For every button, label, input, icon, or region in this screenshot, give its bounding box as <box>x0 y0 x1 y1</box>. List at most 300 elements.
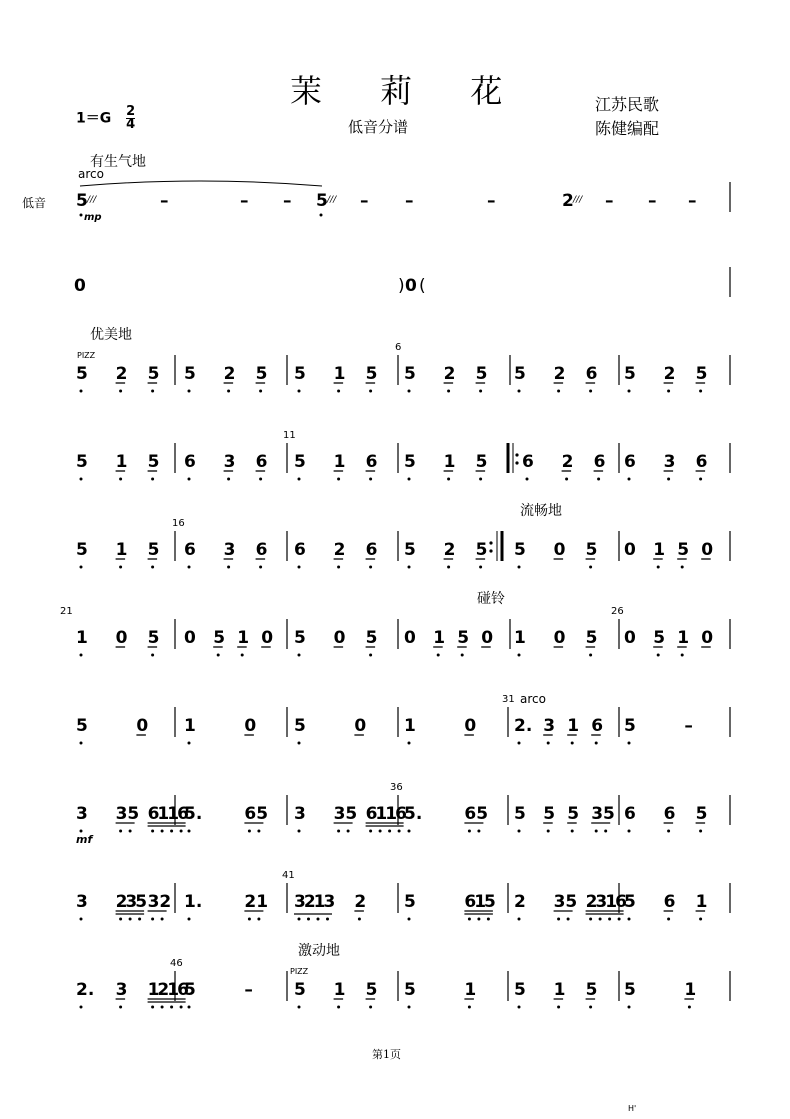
octave-dot <box>337 1006 340 1009</box>
octave-dot <box>518 918 521 921</box>
octave-dot <box>80 830 83 833</box>
octave-dot <box>119 390 122 393</box>
octave-dot <box>298 1006 301 1009</box>
note: 5 <box>404 364 416 384</box>
octave-dot <box>657 654 660 657</box>
octave-dot <box>571 830 574 833</box>
note: 5 <box>213 628 226 648</box>
octave-dot <box>320 214 323 217</box>
note: 2 <box>443 540 456 560</box>
octave-dot <box>298 742 301 745</box>
octave-dot <box>369 830 372 833</box>
octave-dot <box>518 830 521 833</box>
measure-number: 26 <box>611 606 624 617</box>
measure-number: 41 <box>282 870 295 881</box>
note: 5 <box>585 540 598 560</box>
note: 5 <box>404 452 416 472</box>
note: 6 <box>593 452 606 472</box>
octave-dot <box>151 1006 154 1009</box>
octave-dot <box>188 742 191 745</box>
octave-dot <box>595 742 598 745</box>
octave-dot <box>188 566 191 569</box>
note: ) <box>398 276 405 296</box>
octave-dot <box>447 478 450 481</box>
octave-dot <box>227 390 230 393</box>
note: 0 <box>354 716 367 736</box>
octave-dot <box>170 830 173 833</box>
octave-dot <box>188 478 191 481</box>
note: 2 <box>115 364 128 384</box>
note: 615 <box>464 892 494 912</box>
octave-dot <box>138 918 141 921</box>
note: 5 <box>147 628 160 648</box>
composer-line-2: 陈健编配 <box>595 119 660 138</box>
octave-dot <box>317 918 320 921</box>
note: 5 <box>294 716 306 736</box>
note: 1 <box>115 452 128 472</box>
octave-dot <box>618 918 621 921</box>
octave-dot <box>80 1006 83 1009</box>
note: 1 <box>433 628 446 648</box>
expression-mark: 激动地 <box>298 943 340 959</box>
octave-dot <box>408 830 411 833</box>
octave-dot <box>589 918 592 921</box>
note: 5 <box>475 452 488 472</box>
octave-dot <box>589 390 592 393</box>
octave-dot <box>257 918 260 921</box>
note: 1 <box>404 716 416 736</box>
octave-dot <box>337 566 340 569</box>
octave-dot <box>699 478 702 481</box>
note: 1 <box>464 980 477 1000</box>
octave-dot <box>298 654 301 657</box>
note: 5 <box>294 364 306 384</box>
octave-dot <box>567 918 570 921</box>
note: 6 <box>522 452 534 472</box>
note: 5 <box>184 364 196 384</box>
note: 5 <box>365 628 378 648</box>
note: – <box>684 716 693 736</box>
octave-dot <box>667 478 670 481</box>
note: 0 <box>464 716 477 736</box>
note: 5 <box>365 980 378 1000</box>
octave-dot <box>547 830 550 833</box>
note: 3 <box>76 892 88 912</box>
octave-dot <box>557 390 560 393</box>
technique-mark: arco <box>520 692 546 706</box>
note: 5 <box>404 540 416 560</box>
octave-dot <box>119 566 122 569</box>
octave-dot <box>119 1006 122 1009</box>
note: 2 <box>663 364 676 384</box>
octave-dot <box>526 478 529 481</box>
octave-dot <box>80 742 83 745</box>
octave-dot <box>259 478 262 481</box>
octave-dot <box>408 742 411 745</box>
octave-dot <box>337 390 340 393</box>
note: 5 <box>294 628 306 648</box>
instrument-label: 低音 <box>22 196 47 210</box>
repeat-dot <box>515 461 518 464</box>
note: 1 <box>333 452 346 472</box>
octave-dot <box>129 918 132 921</box>
note: 1 <box>184 716 196 736</box>
note: 3 <box>223 540 236 560</box>
note: 35 <box>333 804 358 824</box>
note: 3 <box>663 452 676 472</box>
octave-dot <box>547 742 550 745</box>
note: 6 <box>184 452 196 472</box>
octave-dot <box>151 478 154 481</box>
note: 5 <box>255 364 268 384</box>
octave-dot <box>161 918 164 921</box>
key-text: 1＝G <box>76 110 112 127</box>
note: 0 <box>553 540 566 560</box>
octave-dot <box>557 918 560 921</box>
note: 3 <box>76 804 88 824</box>
note: 3213 <box>294 892 334 912</box>
note: 1 <box>684 980 697 1000</box>
note: 1216 <box>147 980 187 1000</box>
note: 35 <box>591 804 615 824</box>
repeat-dot <box>515 453 518 456</box>
octave-dot <box>595 830 598 833</box>
octave-dot <box>369 566 372 569</box>
tremolo-mark: /// <box>573 195 583 205</box>
octave-dot <box>589 654 592 657</box>
note: 5 <box>514 364 526 384</box>
measure-number: 6 <box>395 342 402 353</box>
octave-dot <box>80 390 83 393</box>
octave-dot <box>241 654 244 657</box>
note: 1 <box>653 540 666 560</box>
octave-dot <box>667 390 670 393</box>
note: 5 <box>653 628 666 648</box>
octave-dot <box>518 1006 521 1009</box>
note: 0 <box>184 628 196 648</box>
expression-mark: 流畅地 <box>520 503 562 519</box>
tremolo-mark: /// <box>327 195 337 205</box>
octave-dot <box>119 918 122 921</box>
note: 6 <box>591 716 604 736</box>
octave-dot <box>657 566 660 569</box>
octave-dot <box>298 566 301 569</box>
octave-dot <box>565 478 568 481</box>
note: 0 <box>405 276 417 296</box>
note: 5 <box>475 364 488 384</box>
octave-dot <box>447 566 450 569</box>
note: 5 <box>585 980 598 1000</box>
note: 6 <box>585 364 598 384</box>
note: 1 <box>553 980 566 1000</box>
note: 1 <box>237 628 250 648</box>
note: 2316 <box>585 892 625 912</box>
note: 1 <box>695 892 708 912</box>
octave-dot <box>337 830 340 833</box>
octave-dot <box>151 918 154 921</box>
note: 3 <box>115 980 128 1000</box>
note: 3 <box>223 452 236 472</box>
repeat-dot <box>489 549 492 552</box>
note: 21 <box>244 892 269 912</box>
note: 6 <box>663 804 676 824</box>
note: – <box>360 191 369 211</box>
note: 5 <box>624 716 636 736</box>
note: 2 <box>443 364 456 384</box>
octave-dot <box>628 830 631 833</box>
octave-dot <box>408 1006 411 1009</box>
note: 0 <box>333 628 346 648</box>
octave-dot <box>571 742 574 745</box>
note: 6 <box>365 540 378 560</box>
octave-dot <box>518 566 521 569</box>
note: 1 <box>76 628 88 648</box>
measure-number: 36 <box>390 782 403 793</box>
octave-dot <box>667 918 670 921</box>
note: 5 <box>76 191 88 211</box>
note: 5 <box>404 892 416 912</box>
subtitle: 低音分谱 <box>348 118 409 136</box>
octave-dot <box>699 918 702 921</box>
note: 6 <box>184 540 196 560</box>
note: 5 <box>695 364 708 384</box>
octave-dot <box>170 1006 173 1009</box>
note: 5 <box>147 540 160 560</box>
note: 5 <box>294 980 306 1000</box>
octave-dot <box>557 1006 560 1009</box>
octave-dot <box>188 918 191 921</box>
time-top: 2 <box>126 104 136 119</box>
octave-dot <box>80 214 83 217</box>
octave-dot <box>151 830 154 833</box>
octave-dot <box>248 918 251 921</box>
note: 5 <box>76 716 88 736</box>
note: 5 <box>76 540 88 560</box>
octave-dot <box>259 566 262 569</box>
note: 5 <box>184 980 196 1000</box>
note: 5 <box>475 540 488 560</box>
octave-dot <box>628 742 631 745</box>
note: 235 <box>115 892 146 912</box>
page-title: 茉 莉 花 <box>290 72 527 110</box>
octave-dot <box>369 654 372 657</box>
octave-dot <box>259 390 262 393</box>
octave-dot <box>180 830 183 833</box>
octave-dot <box>437 654 440 657</box>
octave-dot <box>681 654 684 657</box>
octave-dot <box>688 1006 691 1009</box>
note: 2 <box>223 364 236 384</box>
octave-dot <box>461 654 464 657</box>
octave-dot <box>628 390 631 393</box>
note: 32 <box>147 892 172 912</box>
octave-dot <box>369 1006 372 1009</box>
octave-dot <box>151 566 154 569</box>
page-number: 第1页 <box>372 1048 401 1061</box>
octave-dot <box>408 478 411 481</box>
note: 1 <box>514 628 526 648</box>
expression-mark: 优美地 <box>90 327 132 343</box>
note: 5 <box>294 452 306 472</box>
octave-dot <box>447 390 450 393</box>
note: 0 <box>624 540 636 560</box>
octave-dot <box>589 1006 592 1009</box>
note: 2. <box>76 980 95 1000</box>
note: 6 <box>663 892 676 912</box>
measure-number: 31 <box>502 694 515 705</box>
expression-mark: 碰铃 <box>477 591 505 607</box>
note: – <box>240 191 249 211</box>
octave-dot <box>369 390 372 393</box>
tremolo-mark: /// <box>87 195 97 205</box>
octave-dot <box>151 654 154 657</box>
note: 6 <box>365 452 378 472</box>
note: 5 <box>624 364 636 384</box>
octave-dot <box>518 390 521 393</box>
note: 35 <box>115 804 140 824</box>
octave-dot <box>80 478 83 481</box>
octave-dot <box>326 918 329 921</box>
note: 65 <box>464 804 489 824</box>
note: 5 <box>404 980 416 1000</box>
note: – <box>688 191 697 211</box>
dynamic-mark: mp <box>84 212 102 223</box>
technique-mark: PIZZ <box>77 351 96 360</box>
note: 1 <box>677 628 690 648</box>
note: 5 <box>567 804 580 824</box>
note: 2 <box>354 892 367 912</box>
measure-number: 16 <box>172 518 185 529</box>
note: 3 <box>543 716 556 736</box>
octave-dot <box>408 918 411 921</box>
octave-dot <box>257 830 260 833</box>
note: 0 <box>701 628 714 648</box>
note: 5 <box>457 628 470 648</box>
octave-dot <box>408 390 411 393</box>
note: 0 <box>115 628 128 648</box>
octave-dot <box>699 830 702 833</box>
octave-dot <box>628 478 631 481</box>
note: 5 <box>624 980 636 1000</box>
note: 1 <box>333 980 346 1000</box>
note: 1. <box>184 892 203 912</box>
note: – <box>487 191 496 211</box>
note: 5 <box>316 191 328 211</box>
octave-dot <box>477 830 480 833</box>
octave-dot <box>487 918 490 921</box>
note: – <box>648 191 657 211</box>
note: 2 <box>333 540 346 560</box>
note: 5. <box>184 804 203 824</box>
octave-dot <box>298 918 301 921</box>
octave-dot <box>518 654 521 657</box>
octave-dot <box>80 654 83 657</box>
octave-dot <box>188 830 191 833</box>
note: – <box>283 191 292 211</box>
note: 0 <box>481 628 494 648</box>
measure-number: 46 <box>170 958 183 969</box>
measure-number: 21 <box>60 606 73 617</box>
note: 1 <box>567 716 580 736</box>
note: 0 <box>624 628 636 648</box>
octave-dot <box>188 390 191 393</box>
octave-dot <box>298 830 301 833</box>
octave-dot <box>347 830 350 833</box>
note: – <box>160 191 169 211</box>
octave-dot <box>161 830 164 833</box>
note: 1 <box>443 452 456 472</box>
octave-dot <box>468 1006 471 1009</box>
note: 0 <box>701 540 714 560</box>
note: 3 <box>294 804 306 824</box>
octave-dot <box>80 918 83 921</box>
note: 5 <box>365 364 378 384</box>
octave-dot <box>597 478 600 481</box>
note: 5 <box>147 452 160 472</box>
octave-dot <box>388 830 391 833</box>
note: 5 <box>76 364 88 384</box>
note: 5. <box>404 804 423 824</box>
note: 5 <box>514 804 526 824</box>
octave-dot <box>337 478 340 481</box>
octave-dot <box>599 918 602 921</box>
octave-dot <box>119 478 122 481</box>
note: 5 <box>695 804 708 824</box>
octave-dot <box>628 1006 631 1009</box>
octave-dot <box>227 478 230 481</box>
note: 0 <box>244 716 257 736</box>
note: 65 <box>244 804 269 824</box>
note: 2 <box>562 191 574 211</box>
note: 6 <box>624 804 636 824</box>
note: 5 <box>585 628 598 648</box>
octave-dot <box>180 1006 183 1009</box>
note: 5 <box>514 980 526 1000</box>
slur <box>80 181 322 186</box>
octave-dot <box>667 830 670 833</box>
measure-number: 11 <box>283 430 296 441</box>
corner-mark: H' <box>628 1104 637 1113</box>
note: 35 <box>553 892 578 912</box>
octave-dot <box>298 478 301 481</box>
octave-dot <box>604 830 607 833</box>
note: 5 <box>677 540 690 560</box>
note: 6 <box>294 540 306 560</box>
note: 2 <box>561 452 574 472</box>
octave-dot <box>608 918 611 921</box>
note: 2 <box>514 892 526 912</box>
repeat-dot <box>489 541 492 544</box>
octave-dot <box>589 566 592 569</box>
octave-dot <box>369 478 372 481</box>
octave-dot <box>681 566 684 569</box>
octave-dot <box>468 830 471 833</box>
octave-dot <box>468 918 471 921</box>
note: 0 <box>136 716 149 736</box>
note: 1 <box>333 364 346 384</box>
octave-dot <box>80 566 83 569</box>
note: 0 <box>74 276 86 296</box>
note: 6 <box>624 452 636 472</box>
composer-line-1: 江苏民歌 <box>595 95 660 114</box>
octave-dot <box>298 390 301 393</box>
octave-dot <box>379 830 382 833</box>
note: 5 <box>514 540 526 560</box>
octave-dot <box>398 830 401 833</box>
note: 2 <box>553 364 566 384</box>
note: 0 <box>404 628 416 648</box>
dynamic-mark: mf <box>76 833 93 846</box>
